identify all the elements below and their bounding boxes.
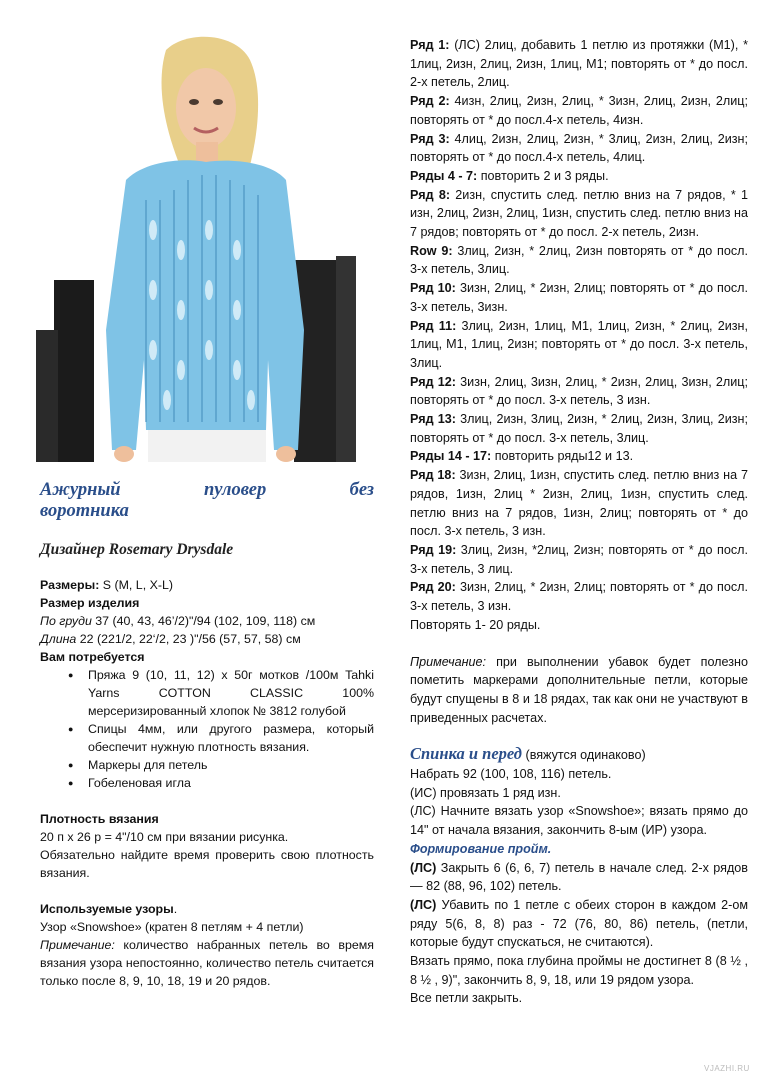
- row-line: [410, 186, 748, 242]
- gauge-label: Плотность вязания: [40, 812, 159, 826]
- site-watermark: VJAZHI.RU: [704, 1064, 750, 1073]
- step-text: Убавить по 1 петле с обеих сторон в каждом 2-ом ряду 5(6, 8, 8) раз - 72 (76, 80, 86) петель, (петли, которые будут спускаться, не считаются).: [410, 897, 748, 950]
- note-text: количество набранных петель во время вязания узора непостоянно, количество петель считается только после 8, 9, 10, 18, 19 и 20 рядов.: [40, 938, 374, 988]
- designer-name: Дизайнер Rosemary Drysdale: [40, 541, 234, 558]
- gauge-line: 20 п х 26 р = 4"/10 см при вязании рисунка.: [40, 830, 289, 844]
- patterns-dot: .: [173, 902, 178, 916]
- armhole-step-3: Вязать прямо, пока глубина проймы не достигнет 8 (8 ½ , 8 ½ , 9)", закончить 8, 9, 18, или 19 рядом узора.: [410, 954, 748, 987]
- note2-text: при выполнении убавок будет полезно пометить маркерами дополнительные петли, которые будут спущены в 8 и 18 рядах, так как они не участвуют в приведенных расчетах.: [410, 654, 748, 725]
- row-text: повторить 2 и 3 ряды.: [477, 168, 609, 183]
- garment-size-label: Размер изделия: [40, 596, 140, 610]
- note-label: Примечание:: [40, 938, 115, 952]
- row-text: (ЛС) 2лиц, добавить 1 петлю из протяжки (М1), * 1лиц, 2изн, 2лиц, 2изн, 1лиц, М1; повторять от * до посл. 2-х петель, 2лиц.: [410, 38, 748, 90]
- row-text: 3лиц, 2изн, *2лиц, 2изн; повторять от * до посл. 3-х петель, 3 лиц.: [410, 542, 748, 576]
- row-label: Ряд 18:: [410, 468, 456, 483]
- left-column-text: [40, 576, 374, 990]
- step-label: (ЛС): [410, 897, 437, 912]
- materials-label: Вам потребуется: [40, 650, 145, 664]
- row-line: [410, 466, 748, 541]
- note-paragraph: [410, 653, 748, 728]
- row-line: [410, 410, 748, 447]
- sweater-photo: [36, 30, 356, 462]
- gauge-note: Обязательно найдите время проверить свою плотность вязания.: [40, 848, 374, 880]
- row-text: 2изн, спустить след. петлю вниз на 7 рядов, * 1 изн, 2лиц, 2изн, 2лиц, 1изн, спустить след. петлю вниз на 7 рядов; повторять от * до посл. 2-х петель, 2изн.: [410, 187, 748, 240]
- row-text: 3изн, 2лиц, 1изн, спустить след. петлю вниз на 7 рядов, 1изн, 2лиц * 2изн, 2лиц, 1изн, спустить след. петлю вниз на 7 рядов, 1изн, 2лиц; повторять от * до посл. 3-х петель, 3 изн.: [410, 468, 748, 539]
- patterns-heading: [40, 900, 374, 918]
- row-text: 3изн, 2лиц, 3изн, 2лиц, * 2изн, 2лиц, 3изн, 2лиц; повторять от * до посл. 3-х петель, 3 изн.: [410, 374, 748, 408]
- row-line: [410, 36, 748, 92]
- back-heading: [410, 745, 748, 765]
- list-item: ● Маркеры для петель: [88, 756, 374, 774]
- row-label: Ряды 4 - 7:: [410, 168, 478, 183]
- row-text: 3изн, 2лиц, * 2изн, 2лиц; повторять от * до посл. 3-х петель, 3 изн.: [410, 580, 749, 614]
- title-line-2: воротника: [40, 501, 129, 521]
- row-label: Ряд 13:: [410, 412, 456, 427]
- model-illustration: [36, 30, 356, 462]
- armhole-step-2: [410, 896, 748, 952]
- length-label: Длина: [40, 632, 77, 646]
- row-line: [410, 447, 748, 466]
- chest-value: 37 (40, 43, 46’/2)"/94 (102, 109, 118) см: [91, 614, 316, 628]
- back-paragraph-1: (ИС) провязать 1 ряд изн.: [410, 785, 561, 800]
- cast-on-line: Набрать 92 (100, 108, 116) петель.: [410, 767, 612, 782]
- row-line: [410, 541, 748, 578]
- right-column-text: [410, 36, 748, 1008]
- row-label: Ряд 19:: [410, 542, 457, 557]
- length-value: 22 (221/2, 22‘/2, 23 )"/56 (57, 57, 58) см: [76, 632, 301, 646]
- row-line: [410, 373, 748, 410]
- row-text: 4лиц, 2изн, 2лиц, 2изн, * 3лиц, 2изн, 2лиц, 2изн; повторять от * до посл.4-х петель, 4лиц.: [410, 131, 749, 165]
- chest-label: По груди: [40, 614, 92, 628]
- row-label: Ряд 12:: [410, 374, 456, 389]
- patterns-label: Используемые узоры: [40, 902, 174, 916]
- row-text: 3лиц, 2изн, * 2лиц, 2изн повторять от * до посл. 3-х петель, 3лиц.: [410, 243, 748, 277]
- row-text: 4изн, 2лиц, 2изн, 2лиц, * 3изн, 2лиц, 2изн, 2лиц; повторять от * до посл.4-х петель, 4изн.: [410, 94, 749, 127]
- list-item: ● Гобеленовая игла: [88, 774, 374, 792]
- row-text: 3изн, 2лиц, * 2изн, 2лиц; повторять от * до посл. 3-х петель, 3изн.: [410, 281, 749, 314]
- row-label: Ряды 14 - 17:: [410, 449, 492, 464]
- row-line: [410, 578, 748, 615]
- row-label: Ряд 1:: [410, 38, 450, 52]
- row-label: Ряд 8:: [410, 187, 451, 202]
- row-label: Ряд 10:: [410, 281, 456, 296]
- row-label: Ряд 20:: [410, 580, 456, 595]
- back-title: Спинка и перед: [410, 744, 522, 764]
- back-paragraph-2: (ЛС) Начните вязать узор «Snowshoe»; вязать прямо до 14" от начала вязания, закончить 8-ым (ИР) узора.: [410, 804, 748, 838]
- chest-line: [40, 612, 374, 630]
- row-line: [410, 317, 748, 373]
- pattern-line: Узор «Snowshoe» (кратен 8 петлям + 4 петли): [40, 920, 304, 934]
- row-line: [410, 92, 748, 129]
- step-text: Закрыть 6 (6, 6, 7) петель в начале след. 2-х рядов — 82 (88, 96, 102) петель.: [410, 860, 748, 894]
- armhole-title: Формирование пройм.: [410, 841, 552, 856]
- note2-label: Примечание:: [410, 654, 487, 669]
- row-text: повторить ряды12 и 13.: [491, 449, 634, 464]
- row-line: [410, 242, 748, 279]
- length-line: [40, 630, 374, 648]
- row-line: [410, 167, 748, 186]
- sizes-line: [40, 576, 374, 594]
- sizes-value: S (M, L, X-L): [99, 578, 173, 592]
- row-label: Row 9:: [410, 243, 453, 258]
- row-text: 3лиц, 2изн, 1лиц, М1, 1лиц, 2изн, * 2лиц, 2изн, 1лиц, М1, 1лиц, 2изн; повторять от * до посл. 3-х петель, 3лиц.: [410, 318, 748, 370]
- title-line-1: Ажурный пуловер без: [40, 480, 374, 500]
- pattern-title: [40, 480, 374, 522]
- row-label: Ряд 3:: [410, 131, 450, 146]
- row-text: 3лиц, 2изн, 3лиц, 2изн, * 2лиц, 2изн, 3лиц, 2изн; повторять от * до посл. 3-х петель, 3лиц.: [410, 412, 748, 445]
- armhole-step-4: Все петли закрыть.: [410, 991, 523, 1006]
- row-line: [410, 279, 748, 316]
- row-label: Ряд 2:: [410, 94, 450, 109]
- back-title-suffix: (вяжутся одинаково): [522, 748, 646, 763]
- repeat-line: Повторять 1- 20 ряды.: [410, 617, 541, 632]
- list-item: ● Спицы 4мм, или другого размера, который обеспечит нужную плотность вязания.: [88, 720, 374, 756]
- list-item: ● Пряжа 9 (10, 11, 12) х 50г мотков /100м Tahki Yarns COTTON CLASSIC 100% мерсеризированный хлопок № 3812 голубой: [88, 666, 374, 720]
- materials-list: [40, 666, 374, 792]
- step-label: (ЛС): [410, 860, 437, 875]
- pattern-note: [40, 936, 374, 990]
- sizes-label: Размеры:: [40, 578, 100, 592]
- row-line: [410, 130, 748, 167]
- armhole-step-1: [410, 859, 748, 896]
- row-label: Ряд 11:: [410, 318, 457, 333]
